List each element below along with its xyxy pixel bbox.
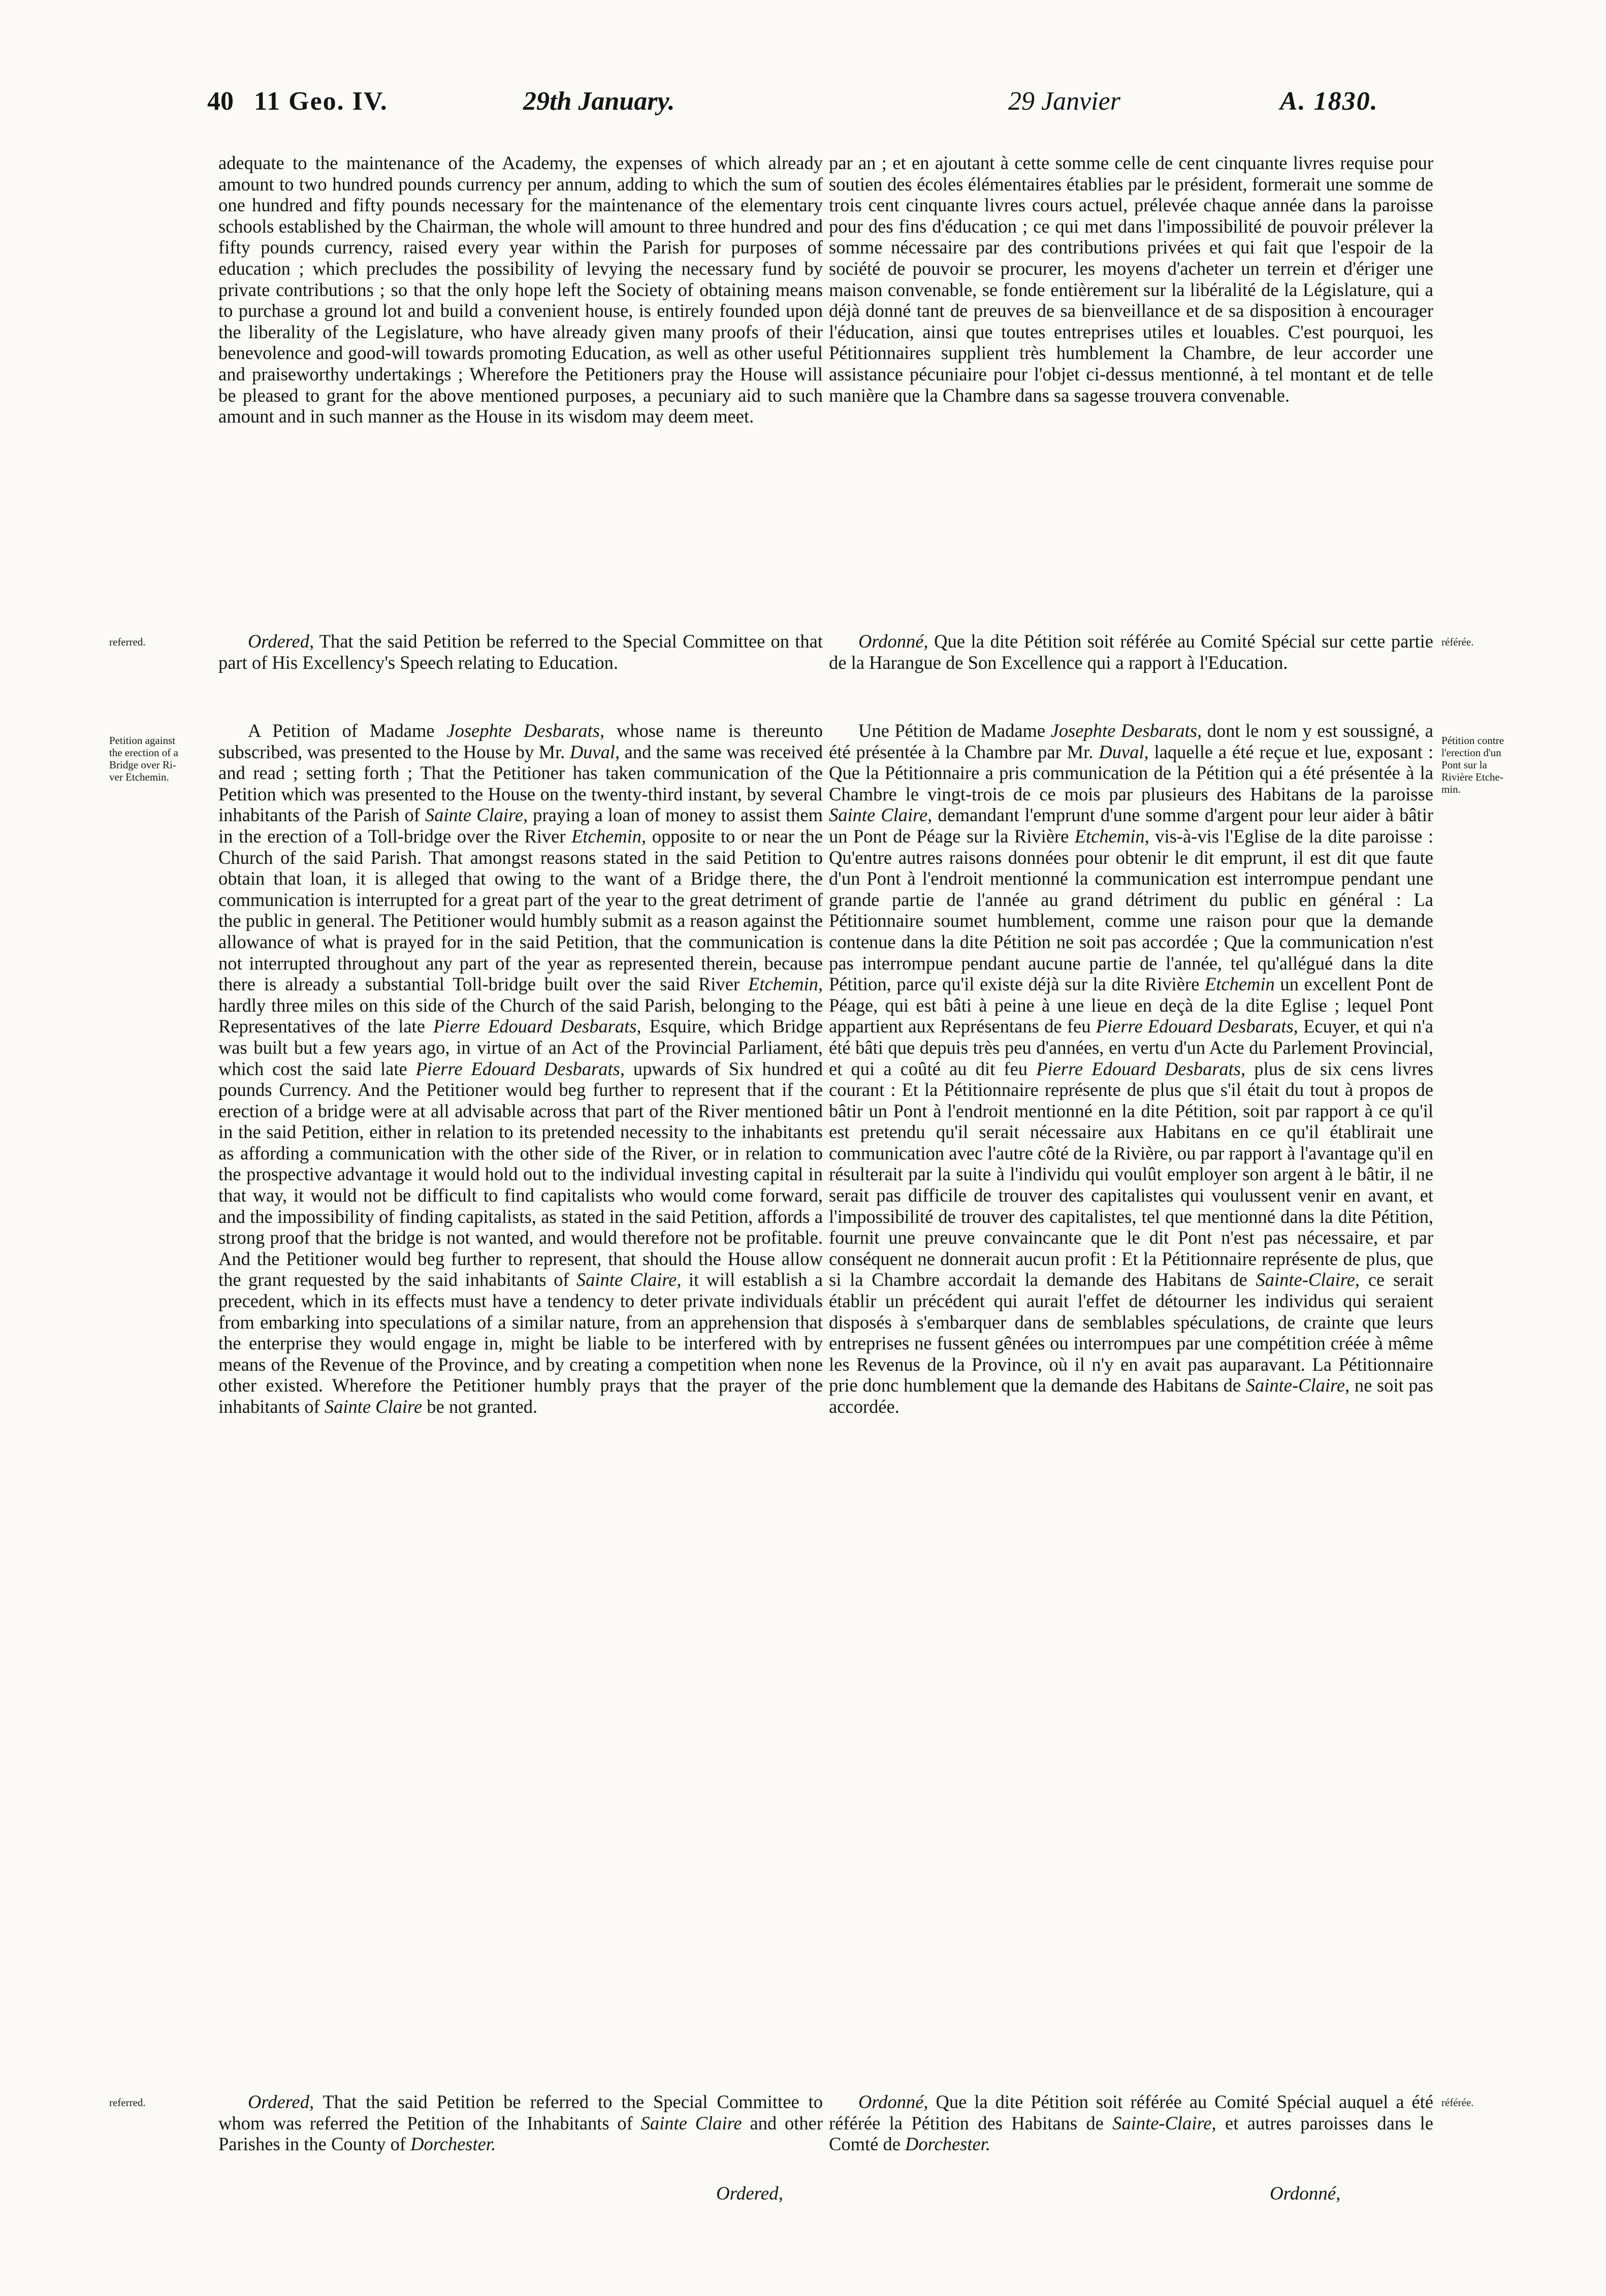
french-column-order-1 bbox=[829, 631, 1433, 673]
margin-note-referred-1: referred. bbox=[109, 636, 146, 648]
french-column-order-2 bbox=[829, 2091, 1433, 2155]
running-header bbox=[0, 86, 1606, 142]
english-catchword: Ordered, bbox=[716, 2183, 783, 2204]
english-paragraph-1: adequate to the maintenance of the Academy, the expenses of which already amount to two hundred pounds currency per annum, adding to which the sum of one hundred and fifty pounds necessary for the maintenance of the elementary schools established by the Chairman, the whole will amount to three hundred and fifty pounds currency, raised every year within the Parish for purposes of education ; which precludes the possibility of levying the necessary fund by private contributions ; so that the only hope left the Society of obtaining means to purchase a ground lot and build a convenient house, is entirely founded upon the liberality of the Legislature, who have already given many proofs of their benevolence and good-will towards promoting Education, as well as other useful and praiseworthy undertakings ; Wherefore the Petitioners pray the House will be pleased to grant for the above mentioned purposes, a pecuniary aid to such amount and in such manner as the House in its wisdom may deem meet. bbox=[218, 152, 823, 427]
english-order-1 bbox=[218, 631, 823, 673]
margin-note-referee-2: référée. bbox=[1441, 2096, 1474, 2109]
date-french: 29 Janvier bbox=[1008, 87, 1120, 116]
french-column-p1 bbox=[829, 152, 1433, 406]
year: A. 1830. bbox=[1280, 87, 1378, 116]
date-english: 29th January. bbox=[523, 87, 675, 116]
regnal-year: 11 Geo. IV. bbox=[254, 87, 388, 116]
page-number: 40 bbox=[207, 87, 234, 116]
french-column-petition bbox=[829, 720, 1433, 1417]
english-column-order-2 bbox=[218, 2091, 823, 2155]
english-petition-paragraph: A Petition of Madame Josephte Desbarats, whose name is thereunto subscribed, was presented to the House by Mr. Duval, and the same was received and read ; setting forth ; That the Petitioner has taken communication of the Petition which was presented to the House on the twenty-third instant, by several inhabitants of the Parish of Sainte Claire, praying a loan of money to assist them in the erection of a Toll-bridge over the River Etchemin, opposite to or near the Church of the said Parish. That amongst reasons stated in the said Petition to obtain that loan, it is alleged that owing to the want of a Bridge there, the communication is interrupted for a great part of the year to the great detriment of the public in general. The Petitioner would humbly submit as a reason against the allowance of what is prayed for in the said Petition, that the communication is not interrupted throughout any part of the year as represented therein, because there is already a substantial Toll-bridge built over the said River Etchemin, hardly three miles on this side of the Church of the said Parish, belonging to the Representatives of the late Pierre Edouard Desbarats, Esquire, which Bridge was built but a few years ago, in virtue of an Act of the Provincial Parliament, which cost the said late Pierre Edouard Desbarats, upwards of Six hundred pounds Currency. And the Petitioner would beg further to represent that if the erection of a bridge were at all advisable across that part of the River mentioned in the said Petition, either in relation to its pretended necessity to the inhabitants as affording a communication with the other side of the River, or in relation to the prospective advantage it would hold out to the individual investing capital in that way, it would not be difficult to find capitalists who would come forward, and the impossibility of finding capitalists, as stated in the said Petition, affords a strong proof that the bridge is not wanted, and would therefore not be profitable. And the Petitioner would beg further to represent, that should the House allow the grant requested by the said inhabitants of Sainte Claire, it will establish a precedent, which in its effects must have a tendency to deter private individuals from embarking into speculations of a similar nature, from an apprehension that the enterprise they would engage in, might be liable to be interfered with by means of the Revenue of the Province, and by creating a competition when none other existed. Wherefore the Petitioner humbly prays that the prayer of the inhabitants of Sainte Claire be not granted. bbox=[218, 720, 823, 1417]
english-column-p1 bbox=[218, 152, 823, 427]
margin-note-petition-fr: Pétition contre l'erection d'un Pont sur la Rivière Etche- min. bbox=[1441, 734, 1504, 795]
english-column-petition bbox=[218, 720, 823, 1417]
french-order-2: Ordonné, Que la dite Pétition soit référée au Comité Spécial auquel a été référée la Pétition des Habitans de Sainte-Claire, et autres paroisses dans le Comté de Dorchester. bbox=[829, 2091, 1433, 2155]
order-lead: Ordered, bbox=[248, 631, 314, 652]
french-paragraph-1: par an ; et en ajoutant à cette somme celle de cent cinquante livres requise pour soutien des écoles élémentaires établies par le président, formerait une somme de trois cent cinquante livres cours actuel, prélevée chaque année dans la paroisse pour des fins d'éducation ; ce qui met dans l'impossibilité de pouvoir prélever la somme nécessaire par des contributions privées et qui fait que l'espoir de la société de pouvoir se procurer, les moyens d'acheter un terrein et d'ériger une maison convenable, se fonde entièrement sur la libéralité de la Législature, qui a déjà donné tant de preuves de sa bienveillance et de sa disposition à encourager l'éducation, ainsi que toutes entreprises utiles et louables. C'est pourquoi, les Pétitionnaires supplient très humblement la Chambre, de leur accorder une assistance pécuniaire pour l'objet ci-dessus mentionné, à tel montant et de telle manière que la Chambre dans sa sagesse trouvera convenable. bbox=[829, 152, 1433, 406]
margin-note-petition-en: Petition against the erection of a Bridge over Ri- ver Etchemin. bbox=[109, 734, 178, 783]
english-order-2: Ordered, That the said Petition be referred to the Special Committee to whom was referred the Petition of the Inhabitants of Sainte Claire and other Parishes in the County of Dorchester. bbox=[218, 2091, 823, 2155]
english-column-order-1 bbox=[218, 631, 823, 673]
french-catchword: Ordonné, bbox=[1270, 2183, 1341, 2204]
french-petition-paragraph: Une Pétition de Madame Josephte Desbarats, dont le nom y est soussigné, a été présentée à la Chambre par Mr. Duval, laquelle a été reçue et lue, exposant : Que la Pétitionnaire a pris communication de la Pétition qui a été présentée à la Chambre le vingt-trois de ce mois par plusieurs des Habitans de la paroisse Sainte Claire, demandant l'emprunt d'une somme d'argent pour leur aider à bâtir un Pont de Péage sur la Rivière Etchemin, vis-à-vis l'Eglise de la dite paroisse : Qu'entre autres raisons données pour obtenir le dit emprunt, il est dit que faute d'un Pont à l'endroit mentionné la communication est interrompue pendant une grande partie de l'année au grand détriment du public en général : La Pétitionnaire soumet humblement, comme une raison pour que la demande contenue dans la dite Pétition ne soit pas accordée ; Que la communication n'est pas interrompue pendant aucune partie de l'année, tel qu'allégué dans la dite Pétition, parce qu'il existe déjà sur la dite Rivière Etchemin un excellent Pont de Péage, qui est bâti à peine à une lieue en deçà de la dite Eglise ; lequel Pont appartient aux Représentans de feu Pierre Edouard Desbarats, Ecuyer, et qui n'a été bâti que depuis très peu d'années, en vertu d'un Acte du Parlement Provincial, et qui a coûté au dit feu Pierre Edouard Desbarats, plus de six cens livres courant : Et la Pétitionnaire représente de plus que s'il était du tout à propos de bâtir un Pont à l'endroit mentionné en la dite Pétition, soit par rapport à ce qu'il est pretendu qu'il serait nécessaire aux Habitans en ce qu'il établirait une communication avec l'autre côté de la Rivière, ou par rapport à l'avantage qu'il en résulterait par la suite à l'individu qui voulût employer son argent à le bâtir, il ne serait pas difficile de trouver des capitalistes qui voulussent venir en avant, et l'impossibilité de trouver des capitalistes, tel que mentionné dans la dite Pétition, fournit une preuve convaincante que le dit Pont n'est pas nécessaire, et par conséquent ne donnerait aucun profit : Et la Pétitionnaire représente de plus, que si la Chambre accordait la demande des Habitans de Sainte-Claire, ce serait établir un précédent qui aurait l'effet de détourner les individus qui seraient disposés à s'embarquer dans de semblables spéculations, de crainte que leurs entreprises ne fussent gênées ou interrompues par une compétition créée à même les Revenus de la Province, où il n'y en avait pas auparavant. La Pétitionnaire prie donc humblement que la demande des Habitans de Sainte-Claire, ne soit pas accordée. bbox=[829, 720, 1434, 1417]
order-text: That the said Petition be referred to the Special Committee on that part of His Excellency's Speech relating to Education. bbox=[218, 631, 823, 673]
french-order-1: Ordonné, Que la dite Pétition soit référée au Comité Spécial sur cette partie de la Harangue de Son Excellence qui a rapport à l'Education. bbox=[829, 631, 1433, 673]
margin-note-referee-1: référée. bbox=[1441, 636, 1474, 648]
margin-note-referred-2: referred. bbox=[109, 2096, 146, 2109]
